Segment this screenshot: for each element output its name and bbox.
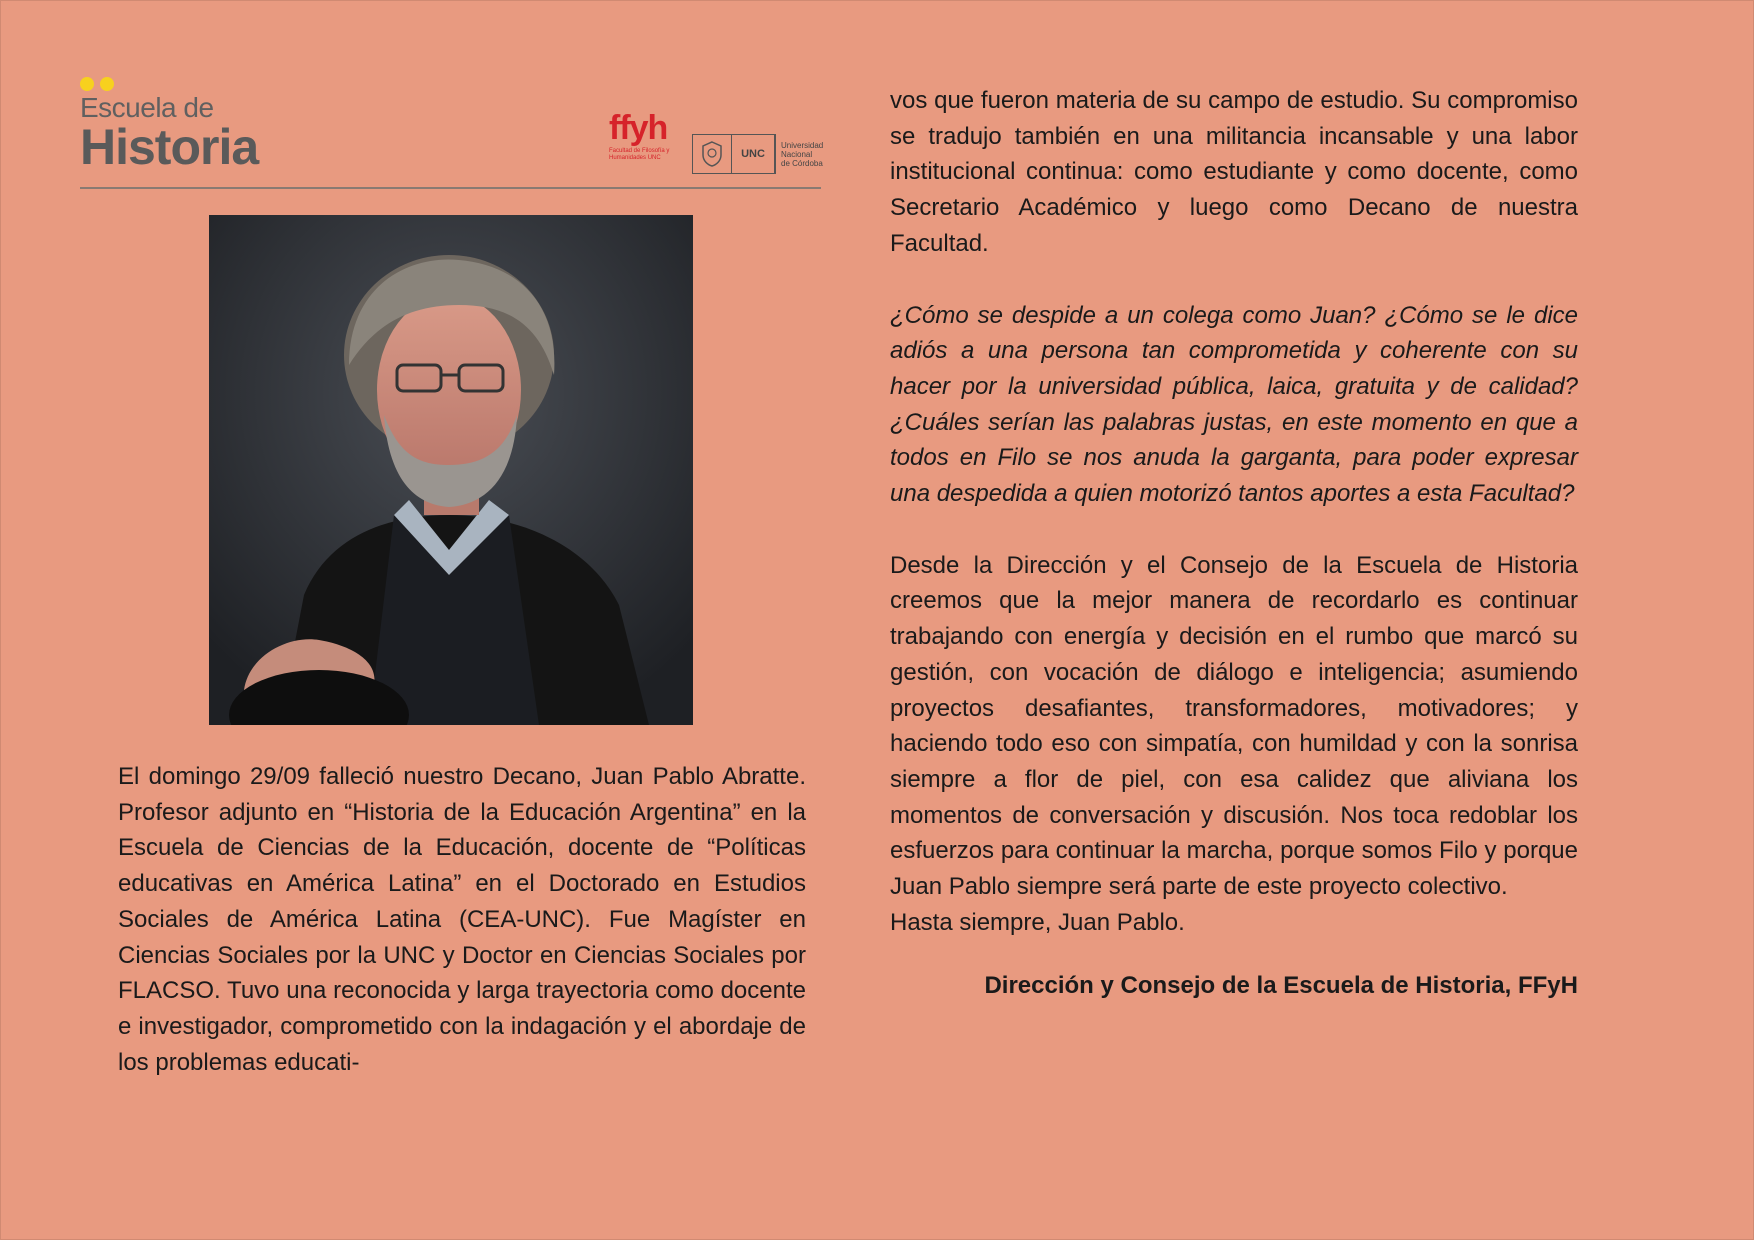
portrait-photo: [209, 215, 693, 725]
left-column: [118, 759, 806, 1080]
header-divider: [80, 187, 821, 189]
unc-name-line: Nacional: [781, 149, 813, 159]
ffyh-wordmark: ffyh: [609, 109, 668, 147]
unc-seal-icon: [693, 135, 732, 173]
logo-escuela-line1: Escuela de: [80, 92, 214, 123]
logo-dot: [100, 77, 114, 91]
unc-name-line: de Córdoba: [781, 158, 823, 168]
career-paragraph: vos que fueron materia de su campo de estudio. Su compromiso se tradujo también en una militancia incansable y una labor institucional continua: como estudiante y como docente, como Secretario Académico y luego como Decano de nuestra Facultad.: [890, 87, 1578, 257]
logo-escuela-line2: Historia: [80, 119, 259, 175]
intro-paragraph: El domingo 29/09 falleció nuestro Decano, Juan Pablo Abratte. Profesor adjunto en “Historia de la Educación Argentina” en la Escuela de Ciencias de la Educación, docente de “Políticas educativas en América Latina” en el Doctorado en Estudios Sociales de América Latina (CEA-UNC). Fue Magíster en Ciencias Sociales por la UNC y Doctor en Ciencias Sociales por FLACSO. Tuvo una reconocida y larga trayectoria como docente e investigador, comprometido con la indagación y el abordaje de los problemas educati-: [118, 763, 806, 1076]
unc-logo-box: [692, 134, 776, 174]
unc-logo: [692, 134, 823, 174]
closing-line: Hasta siempre, Juan Pablo.: [890, 908, 1185, 936]
council-paragraph: Desde la Dirección y el Consejo de la Escuela de Historia creemos que la mejor manera de recordarlo es continuar trabajando con energía y decisión en el rumbo que marcó su gestión, con vocación de diálogo e inteligencia; asumiendo proyectos desafiantes, transformadores, motivadores; y haciendo todo eso con simpatía, con humildad y con la sonrisa siempre a flor de piel, con esa calidez que aliviana los momentos de conversación y discusión. Nos toca redoblar los esfuerzos para continuar la marcha, porque somos Filo y porque Juan Pablo siempre será parte de este proyecto colectivo.: [890, 551, 1578, 901]
logo-dots: [80, 77, 280, 91]
signature: Dirección y Consejo de la Escuela de Historia, FFyH: [984, 972, 1578, 1000]
farewell-question-paragraph: ¿Cómo se despide a un colega como Juan? ¿Cómo se le dice adiós a una persona tan comprometida y coherente con su hacer por la universidad pública, laica, gratuita y de calidad? ¿Cuáles serían las palabras justas, en este momento en que a todos en Filo se nos anuda la garganta, para poder expresar una despedida a quien motorizó tantos aportes a esta Facultad?: [890, 301, 1578, 508]
logo-dot: [80, 77, 94, 91]
unc-name-line: Universidad: [781, 140, 824, 150]
right-column: [890, 83, 1578, 1004]
unc-full-name: [781, 141, 823, 168]
ffyh-logo: [609, 111, 681, 162]
unc-abbreviation: UNC: [732, 135, 775, 173]
ffyh-subtitle: Facultad de Filosofía y Humanidades UNC: [609, 148, 670, 161]
escuela-de-historia-logo: [80, 77, 280, 175]
